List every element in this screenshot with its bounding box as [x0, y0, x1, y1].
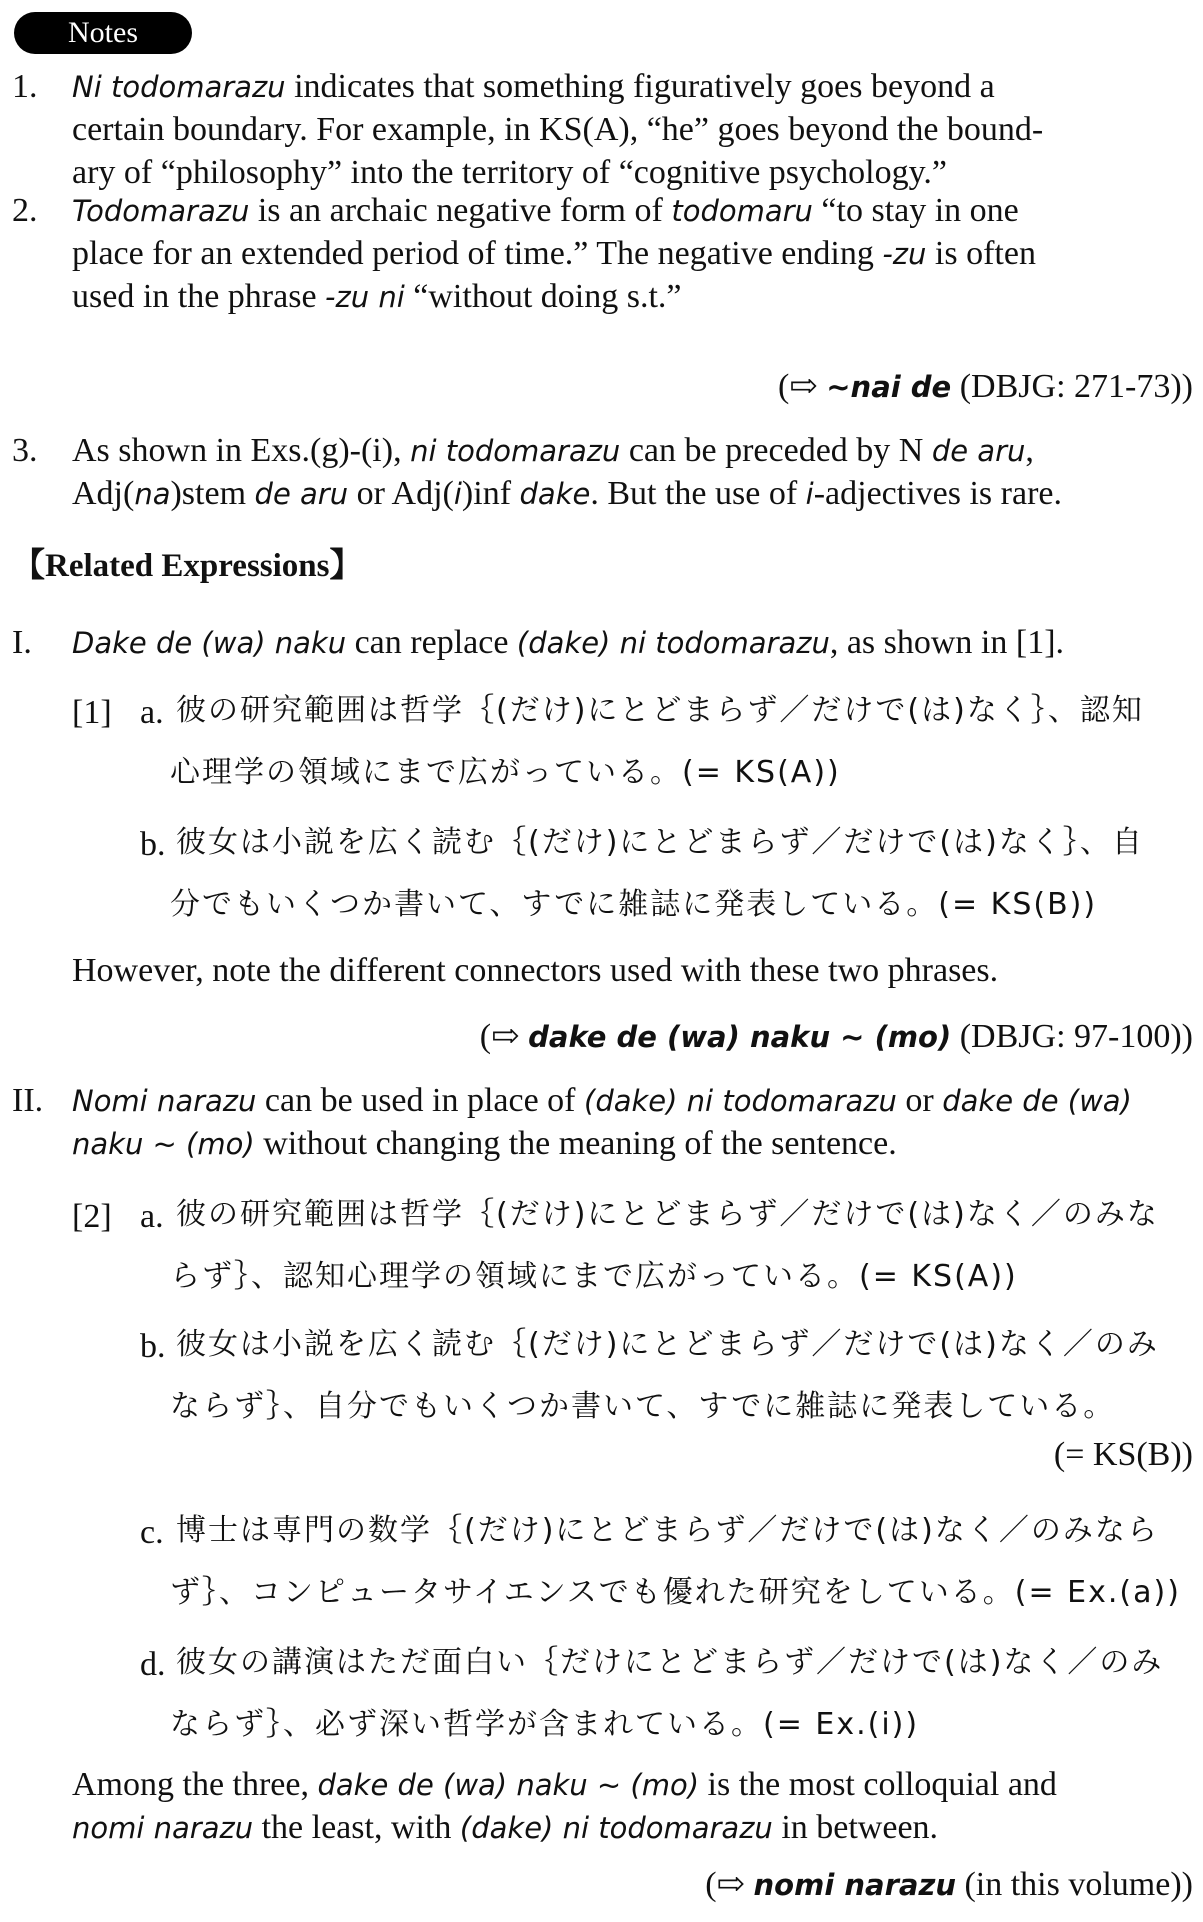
roman-numeral: I.	[12, 624, 32, 661]
related-1-note: However, note the different connectors used with these two phrases.	[72, 952, 999, 989]
example-2a: 彼の研究範囲は哲学｛(だけ)にとどまらず／だけで(は)なく／のみな らず｝、認知心理学の領域にまで広がっている。(= KS(A))	[170, 1197, 1159, 1294]
related-intro: Nomi narazu can be used in place of (dake) ni todomarazu or dake de (wa) naku ~ (mo) without changing the meaning of the sentence.	[72, 1082, 1132, 1162]
example-ref: (= KS(B))	[1053, 1436, 1193, 1473]
example-label: a.	[140, 1198, 164, 1235]
example-label: b.	[140, 826, 166, 863]
note-line: certain boundary. For example, in KS(A), “he” goes beyond the bound-	[72, 111, 1044, 148]
note-line: Ni todomarazu indicates that something figuratively goes beyond a	[72, 68, 995, 105]
note-line: place for an extended period of time.” The negative ending -zu is often	[72, 235, 1036, 272]
notes-label: Notes	[14, 12, 192, 54]
example-2b: 彼女は小説を広く読む｛(だけ)にとどまらず／だけで(は)なく／のみ ならず｝、自分でもいくつか書いて、すでに雑誌に発表している。	[170, 1327, 1159, 1424]
example-1a: 彼の研究範囲は哲学｛(だけ)にとどまらず／だけで(は)なく｝、認知 心理学の領域にまで広がっている。(= KS(A))	[170, 693, 1144, 790]
example-2d: 彼女の講演はただ面白い｛だけにとどまらず／だけで(は)なく／のみ ならず｝、必ず深い哲学が含まれている。(= Ex.(i))	[170, 1645, 1164, 1742]
example-label: c.	[140, 1514, 164, 1551]
note-line: Todomarazu is an archaic negative form of todomaru “to stay in one	[72, 192, 1019, 229]
cross-reference: (⇨ dake de (wa) naku ~ (mo) (DBJG: 97-100))	[479, 1018, 1193, 1055]
cross-reference: (⇨ nomi narazu (in this volume))	[705, 1866, 1193, 1903]
note-body	[72, 190, 1195, 319]
related-expressions-heading: 【Related Expressions】	[12, 548, 363, 584]
note-number: 3.	[12, 432, 38, 469]
roman-numeral: II.	[12, 1082, 44, 1119]
note-line: used in the phrase -zu ni “without doing s.t.”	[72, 278, 682, 315]
example-label: b.	[140, 1328, 166, 1365]
example-group-label: [1]	[72, 694, 112, 731]
related-2-note: Among the three, dake de (wa) naku ~ (mo) is the most colloquial and nomi narazu the least, with (dake) ni todomarazu in between.	[72, 1766, 1057, 1846]
example-2c: 博士は専門の数学｛(だけ)にとどまらず／だけで(は)なく／のみなら ず｝、コンピュータサイエンスでも優れた研究をしている。(= Ex.(a))	[170, 1513, 1181, 1610]
related-intro: Dake de (wa) naku can replace (dake) ni todomarazu, as shown in [1].	[72, 624, 1065, 661]
example-label: d.	[140, 1646, 166, 1683]
example-group-label: [2]	[72, 1198, 112, 1235]
note-line: As shown in Exs.(g)-(i), ni todomarazu can be preceded by N de aru,	[72, 432, 1034, 469]
example-1b: 彼女は小説を広く読む｛(だけ)にとどまらず／だけで(は)なく｝、自 分でもいくつか書いて、すでに雑誌に発表している。(= KS(B))	[170, 825, 1144, 922]
example-label: a.	[140, 694, 164, 731]
note-body	[72, 430, 1195, 516]
note-line: Adj(na)stem de aru or Adj(i)inf dake. But the use of i-adjectives is rare.	[72, 475, 1062, 512]
note-number: 1.	[12, 68, 38, 105]
note-line: ary of “philosophy” into the territory of “cognitive psychology.”	[72, 154, 947, 191]
note-body	[72, 66, 1195, 195]
cross-reference: (⇨ ~nai de (DBJG: 271-73))	[777, 368, 1193, 405]
note-number: 2.	[12, 192, 38, 229]
